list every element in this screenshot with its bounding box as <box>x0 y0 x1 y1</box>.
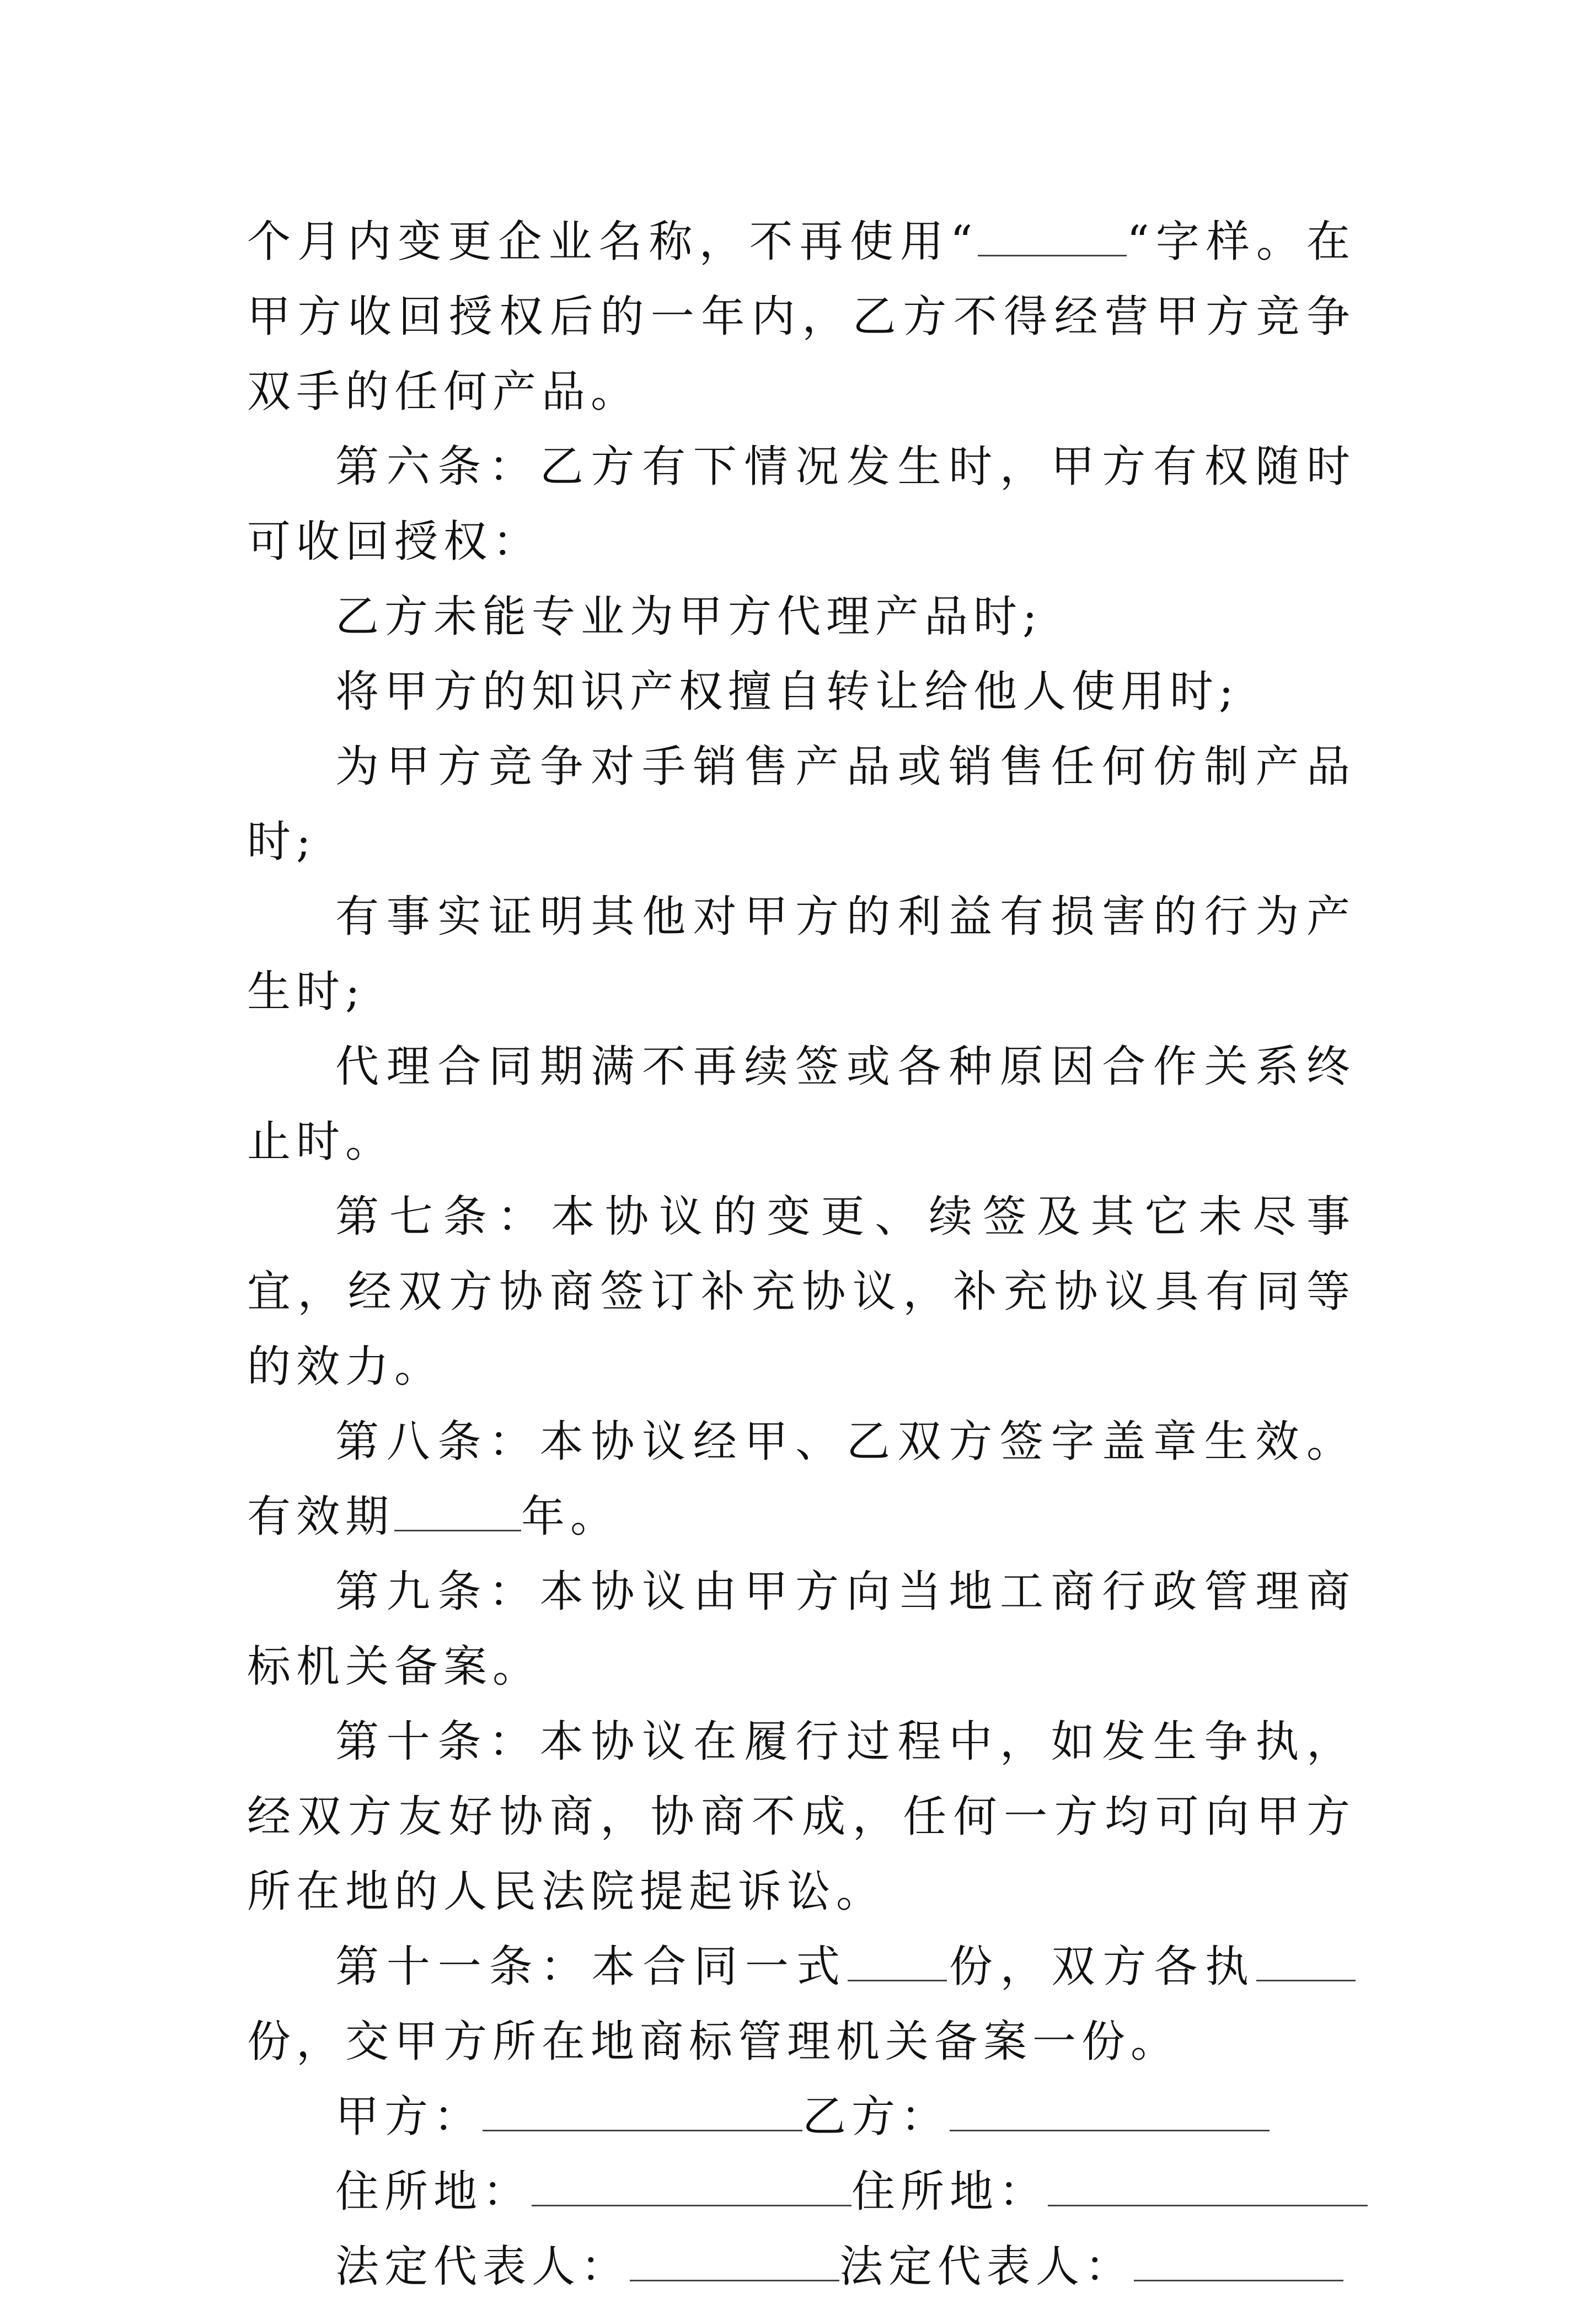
address-a-label: 住所地： <box>335 2166 532 2217</box>
article-9: 第九条：本协议由甲方向当地工商行政管理商标机关备案。 <box>247 1566 1356 1692</box>
legal-rep-b-label: 法定代表人： <box>839 2241 1134 2292</box>
party-b-label: 乙方： <box>802 2091 950 2142</box>
signature-address-line <box>247 2154 1356 2229</box>
article-5-text-end: “字样。在甲方收回授权后的一年内，乙方不得经营甲方竞争双手的任何产品。 <box>247 216 1356 417</box>
address-a-blank <box>532 2172 851 2206</box>
party-a-label: 甲方： <box>335 2091 483 2142</box>
validity-years-blank <box>394 1497 521 1531</box>
document-body <box>247 204 1356 2304</box>
article-6-item-5: 代理合同期满不再续签或各种原因合作关系终止时。 <box>247 1041 1356 1167</box>
signature-legal-rep-line <box>247 2229 1356 2304</box>
address-b-label: 住所地： <box>851 2166 1048 2217</box>
total-copies-blank <box>848 1947 947 1981</box>
article-11-text-2: 份，双方各执 <box>946 1941 1257 1992</box>
party-b-blank <box>950 2097 1270 2131</box>
copies-each-blank <box>1256 1947 1356 1981</box>
article-8-text-start: 第八条：本协议经甲、乙双方签字盖章生效。有效期 <box>247 1416 1356 1542</box>
article-8 <box>247 1404 1356 1554</box>
article-8-text-end: 年。 <box>521 1491 619 1542</box>
article-5-continuation <box>247 204 1356 429</box>
article-7: 第七条：本协议的变更、续签及其它未尽事宜，经双方协商签订补充协议，补充协议具有同等的效力。 <box>247 1191 1356 1392</box>
legal-rep-a-label: 法定代表人： <box>335 2241 630 2292</box>
article-6-item-2: 将甲方的知识产权擅自转让给他人使用时; <box>335 666 1239 717</box>
address-b-blank <box>1048 2172 1368 2206</box>
article-11-text-1: 第十一条：本合同一式 <box>335 1941 848 1992</box>
article-11 <box>247 1929 1356 2079</box>
article-11-text-3: 份，交甲方所在地商标管理机关备案一份。 <box>247 2016 1180 2067</box>
article-6-item-4: 有事实证明其他对甲方的利益有损害的行为产生时; <box>247 891 1356 1017</box>
article-5-text-start: 个月内变更企业名称，不再使用“ <box>247 216 978 267</box>
signature-party-line <box>247 2079 1356 2154</box>
article-6: 第六条：乙方有下情况发生时，甲方有权随时可收回授权： <box>247 441 1356 567</box>
article-10: 第十条：本协议在履行过程中，如发生争执，经双方友好协商，协商不成，任何一方均可向甲方所在地的人民法院提起诉讼。 <box>247 1716 1356 1917</box>
article-6-item-1: 乙方未能专业为甲方代理产品时; <box>335 591 1043 642</box>
name-blank <box>978 222 1127 256</box>
article-6-item-3: 为甲方竞争对手销售产品或销售任何仿制产品时; <box>247 741 1356 867</box>
party-a-blank <box>483 2097 802 2131</box>
legal-rep-b-blank <box>1134 2247 1343 2281</box>
legal-rep-a-blank <box>630 2247 839 2281</box>
